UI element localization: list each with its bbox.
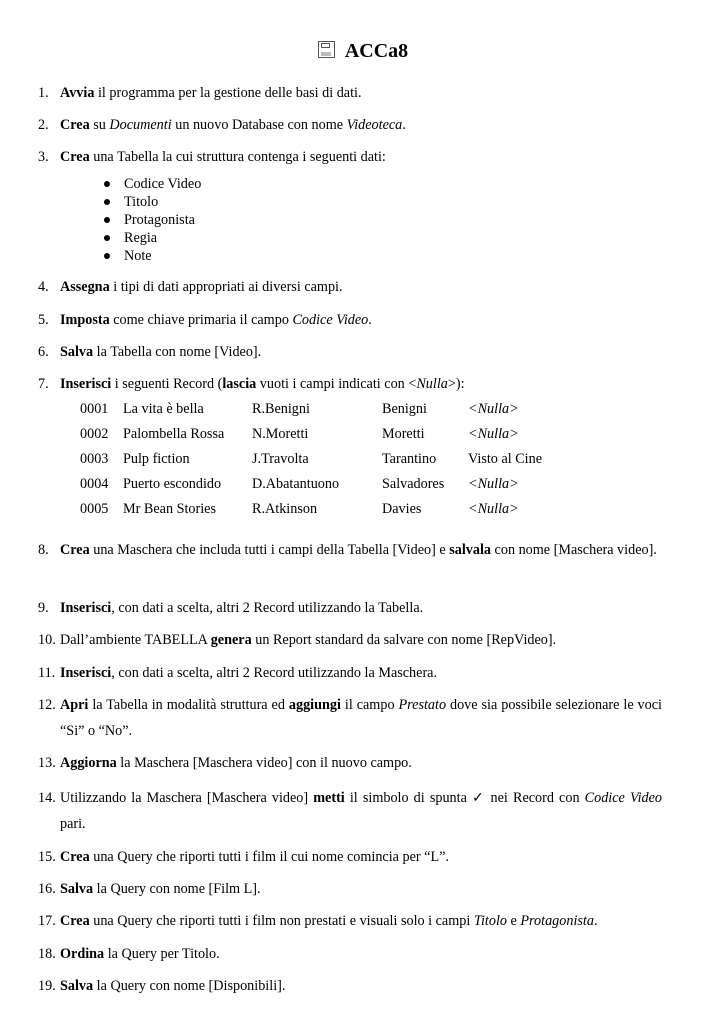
italic-text: Videoteca bbox=[346, 117, 403, 133]
bold-text: Salva bbox=[60, 344, 94, 360]
text-run: e bbox=[506, 913, 521, 929]
bold-text: Inserisci bbox=[60, 665, 112, 681]
cell-title: Palombella Rossa bbox=[123, 426, 225, 442]
cell-title: Puerto escondido bbox=[123, 476, 222, 492]
item-number: 6. bbox=[38, 344, 49, 360]
instruction-item bbox=[38, 750, 662, 776]
item-number: 16. bbox=[38, 881, 56, 897]
bold-text: metti bbox=[313, 790, 345, 806]
instruction-item bbox=[38, 941, 662, 967]
instruction-item bbox=[38, 785, 662, 837]
text-run: >): bbox=[447, 376, 465, 392]
text-run: un nuovo Database con nome bbox=[171, 117, 347, 133]
cell-director: Moretti bbox=[382, 426, 425, 442]
item-text bbox=[60, 692, 662, 744]
instruction-item bbox=[38, 692, 662, 744]
cell-note: <Nulla> bbox=[468, 401, 519, 417]
item-number: 1. bbox=[38, 85, 49, 101]
item-text bbox=[60, 595, 662, 621]
text-run: una Query che riporti tutti i film il cui nome comincia per “L”. bbox=[89, 849, 449, 865]
bold-text: Avvia bbox=[60, 85, 95, 101]
item-text bbox=[60, 537, 662, 563]
text-run: . bbox=[402, 117, 406, 133]
item-number: 3. bbox=[38, 149, 49, 165]
item-text bbox=[60, 908, 662, 934]
text-run: la Query con nome [Film L]. bbox=[93, 881, 261, 897]
text-run: vuoti i campi indicati con < bbox=[256, 376, 417, 392]
cell-actor: R.Benigni bbox=[252, 401, 310, 417]
instruction-item bbox=[38, 844, 662, 870]
text-run: il campo bbox=[340, 697, 399, 713]
text-run: la Tabella con nome [Video]. bbox=[93, 344, 262, 360]
instruction-item bbox=[38, 537, 662, 563]
bold-text: Imposta bbox=[60, 312, 110, 328]
item-number: 17. bbox=[38, 913, 56, 929]
item-text bbox=[60, 371, 662, 397]
bold-text: Salva bbox=[60, 978, 94, 994]
item-number: 18. bbox=[38, 946, 56, 962]
italic-text: Codice Video bbox=[292, 312, 369, 328]
field-item: Titolo bbox=[104, 193, 201, 211]
text-run: il simbolo di spunta ✓ nei Record con bbox=[344, 790, 585, 806]
bold-text: Aggiorna bbox=[60, 755, 117, 771]
item-number: 12. bbox=[38, 697, 56, 713]
text-run: la Tabella in modalità struttura ed bbox=[88, 697, 289, 713]
bold-text: Assegna bbox=[60, 279, 110, 295]
cell-code: 0002 bbox=[80, 426, 109, 442]
instruction-item bbox=[38, 908, 662, 934]
instruction-item bbox=[38, 627, 662, 653]
item-number: 13. bbox=[38, 755, 56, 771]
cell-actor: D.Abatantuono bbox=[252, 476, 340, 492]
item-text bbox=[60, 274, 662, 300]
bold-text: Crea bbox=[60, 117, 90, 133]
item-text bbox=[60, 844, 662, 870]
field-list bbox=[104, 175, 201, 265]
cell-note: Visto al Cine bbox=[468, 451, 543, 467]
text-run: dove sia possibile selezionare le voci “Si” o “No”. bbox=[60, 697, 662, 739]
field-item: Codice Video bbox=[104, 175, 201, 193]
bold-text: genera bbox=[210, 632, 252, 648]
item-text bbox=[60, 339, 662, 365]
bold-text: Crea bbox=[60, 149, 90, 165]
text-run: il programma per la gestione delle basi di dati. bbox=[94, 85, 362, 101]
cell-title: La vita è bella bbox=[123, 401, 204, 417]
item-number: 8. bbox=[38, 542, 49, 558]
item-number: 7. bbox=[38, 376, 49, 392]
instruction-item bbox=[38, 595, 662, 621]
item-text bbox=[60, 112, 662, 138]
bold-text: Inserisci bbox=[60, 376, 112, 392]
title-text: ACCa8 bbox=[344, 40, 409, 62]
cell-director: Salvadores bbox=[382, 476, 445, 492]
item-text bbox=[60, 876, 662, 902]
text-run: come chiave primaria il campo bbox=[109, 312, 293, 328]
text-run: la Maschera [Maschera video] con il nuovo campo. bbox=[116, 755, 412, 771]
instruction-item bbox=[38, 274, 662, 300]
text-run: i seguenti Record ( bbox=[111, 376, 223, 392]
cell-actor: R.Atkinson bbox=[252, 501, 318, 517]
italic-text: Titolo bbox=[473, 913, 507, 929]
text-run: la Query per Titolo. bbox=[104, 946, 220, 962]
instruction-item bbox=[38, 660, 662, 686]
text-run: Utilizzando la Maschera [Maschera video] bbox=[60, 790, 314, 806]
instruction-item bbox=[38, 307, 662, 333]
cell-title: Pulp fiction bbox=[123, 451, 190, 467]
cell-code: 0001 bbox=[80, 401, 109, 417]
italic-text: Nulla bbox=[416, 376, 448, 392]
item-number: 9. bbox=[38, 600, 49, 616]
bold-text: Salva bbox=[60, 881, 94, 897]
cell-code: 0005 bbox=[80, 501, 109, 517]
item-text bbox=[60, 627, 662, 653]
bold-text: salvala bbox=[449, 542, 491, 558]
floppy-disk-icon bbox=[318, 41, 335, 58]
bold-text: lascia bbox=[222, 376, 257, 392]
bold-text: Crea bbox=[60, 913, 90, 929]
cell-title: Mr Bean Stories bbox=[123, 501, 216, 517]
cell-actor: J.Travolta bbox=[252, 451, 309, 467]
instruction-item bbox=[38, 80, 662, 106]
text-run: i tipi di dati appropriati ai diversi campi. bbox=[109, 279, 343, 295]
instruction-item bbox=[38, 876, 662, 902]
bold-text: Crea bbox=[60, 542, 90, 558]
field-item: Regia bbox=[104, 229, 201, 247]
cell-director: Davies bbox=[382, 501, 422, 517]
item-number: 5. bbox=[38, 312, 49, 328]
cell-note: <Nulla> bbox=[468, 426, 519, 442]
item-text bbox=[60, 785, 662, 837]
text-run: su bbox=[89, 117, 110, 133]
instruction-item bbox=[38, 112, 662, 138]
item-number: 11. bbox=[38, 665, 56, 681]
item-number: 14. bbox=[38, 790, 56, 806]
text-run: una Maschera che includa tutti i campi della Tabella [Video] e bbox=[89, 542, 450, 558]
cell-actor: N.Moretti bbox=[252, 426, 309, 442]
bold-text: Crea bbox=[60, 849, 90, 865]
italic-text: Protagonista bbox=[520, 913, 594, 929]
text-run: , con dati a scelta, altri 2 Record utilizzando la Maschera. bbox=[111, 665, 438, 681]
instruction-item bbox=[38, 973, 662, 999]
item-number: 2. bbox=[38, 117, 49, 133]
field-item: Protagonista bbox=[104, 211, 201, 229]
text-run: pari. bbox=[60, 816, 86, 832]
instruction-item bbox=[38, 339, 662, 365]
instruction-item bbox=[38, 144, 662, 170]
italic-text: Codice Video bbox=[584, 790, 662, 806]
text-run: con nome [Maschera video]. bbox=[491, 542, 657, 558]
bold-text: Ordina bbox=[60, 946, 105, 962]
text-run: un Report standard da salvare con nome [RepVideo]. bbox=[251, 632, 557, 648]
item-number: 15. bbox=[38, 849, 56, 865]
text-run: Dall’ambiente TABELLA bbox=[60, 632, 211, 648]
instruction-item bbox=[38, 371, 662, 397]
item-text bbox=[60, 307, 662, 333]
item-text bbox=[60, 750, 662, 776]
text-run: . bbox=[593, 913, 598, 929]
bold-text: aggiungi bbox=[288, 697, 341, 713]
cell-code: 0004 bbox=[80, 476, 109, 492]
text-run: una Query che riporti tutti i film non prestati e visuali solo i campi bbox=[89, 913, 474, 929]
document-title bbox=[0, 40, 726, 63]
text-run: la Query con nome [Disponibili]. bbox=[93, 978, 286, 994]
item-number: 4. bbox=[38, 279, 49, 295]
bold-text: Apri bbox=[60, 697, 89, 713]
text-run: una Tabella la cui struttura contenga i seguenti dati: bbox=[89, 149, 386, 165]
item-number: 10. bbox=[38, 632, 56, 648]
cell-director: Benigni bbox=[382, 401, 427, 417]
italic-text: Documenti bbox=[109, 117, 172, 133]
field-item: Note bbox=[104, 247, 201, 265]
cell-note: <Nulla> bbox=[468, 476, 519, 492]
cell-code: 0003 bbox=[80, 451, 109, 467]
item-text bbox=[60, 973, 662, 999]
item-text bbox=[60, 144, 662, 170]
italic-text: Prestato bbox=[398, 697, 447, 713]
item-text bbox=[60, 660, 662, 686]
item-text bbox=[60, 80, 662, 106]
text-run: . bbox=[368, 312, 372, 328]
cell-note: <Nulla> bbox=[468, 501, 519, 517]
item-number: 19. bbox=[38, 978, 56, 994]
bold-text: Inserisci bbox=[60, 600, 112, 616]
cell-director: Tarantino bbox=[382, 451, 437, 467]
item-text bbox=[60, 941, 662, 967]
text-run: , con dati a scelta, altri 2 Record utilizzando la Tabella. bbox=[111, 600, 424, 616]
